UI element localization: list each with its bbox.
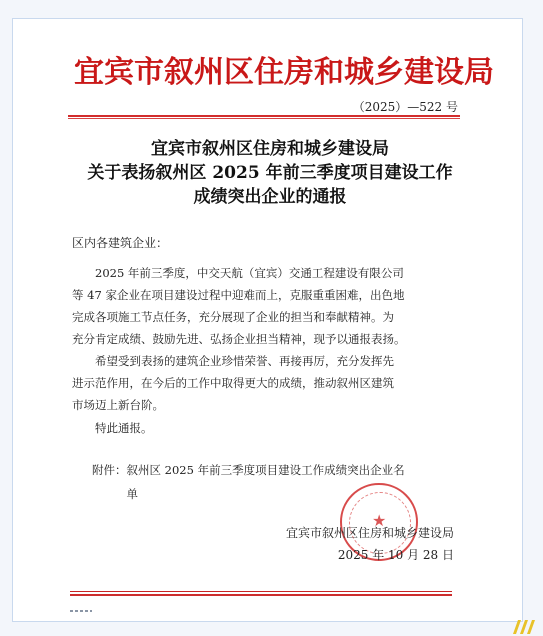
- footer-rule-thin: [70, 591, 452, 592]
- signature-block: [264, 522, 454, 566]
- paragraph-line: 完成各项施工节点任务，充分展现了企业的担当和奉献精神。为: [72, 310, 394, 324]
- paragraph-line: 希望受到表扬的建筑企业珍惜荣誉、再接再厉，充分发挥先: [72, 354, 394, 368]
- document-number: （2025）—522 号: [352, 100, 458, 114]
- headline-line-3: 成绩突出企业的通报: [193, 187, 347, 207]
- paragraph-line: 充分肯定成绩、鼓励先进、弘扬企业担当精神，现予以通报表扬。: [72, 332, 406, 346]
- attachment-line: 附件：叙州区 2025 年前三季度项目建设工作成绩突出企业名: [92, 463, 405, 477]
- paragraph-line: 等 47 家企业在项目建设过程中迎难而上，克服重重困难，出色地: [72, 288, 405, 302]
- paragraph-line: 特此通报。: [72, 421, 153, 435]
- body-paragraph-1: [72, 262, 452, 350]
- footer-rule-thick: [70, 594, 452, 596]
- attachment-line: 单: [92, 487, 138, 501]
- brand-stripe-icon: [512, 620, 540, 634]
- header-rule-thick: [68, 115, 460, 117]
- salutation: 区内各建筑企业：: [72, 236, 169, 250]
- agency-title: 宜宾市叙州区住房和城乡建设局: [74, 55, 494, 90]
- body-paragraph-2: [72, 350, 452, 416]
- seal-star-icon: ★: [372, 511, 387, 530]
- signature-date: 2025 年 10 月 28 日: [337, 548, 454, 562]
- paragraph-line: 进示范作用，在今后的工作中取得更大的成绩，推动叙州区建筑: [72, 376, 394, 390]
- body-paragraph-3: [72, 417, 452, 439]
- signature-org: 宜宾市叙州区住房和城乡建设局: [285, 526, 454, 540]
- paragraph-line: 市场迈上新台阶。: [72, 398, 164, 412]
- cut-mark-icon: [70, 610, 92, 612]
- headline-line-2: 关于表扬叙州区 2025 年前三季度项目建设工作: [87, 163, 453, 183]
- header-rule-thin: [68, 118, 460, 119]
- headline-line-1: 宜宾市叙州区住房和城乡建设局: [151, 139, 389, 159]
- paragraph-line: 2025 年前三季度，中交天航（宜宾）交通工程建设有限公司: [72, 266, 404, 280]
